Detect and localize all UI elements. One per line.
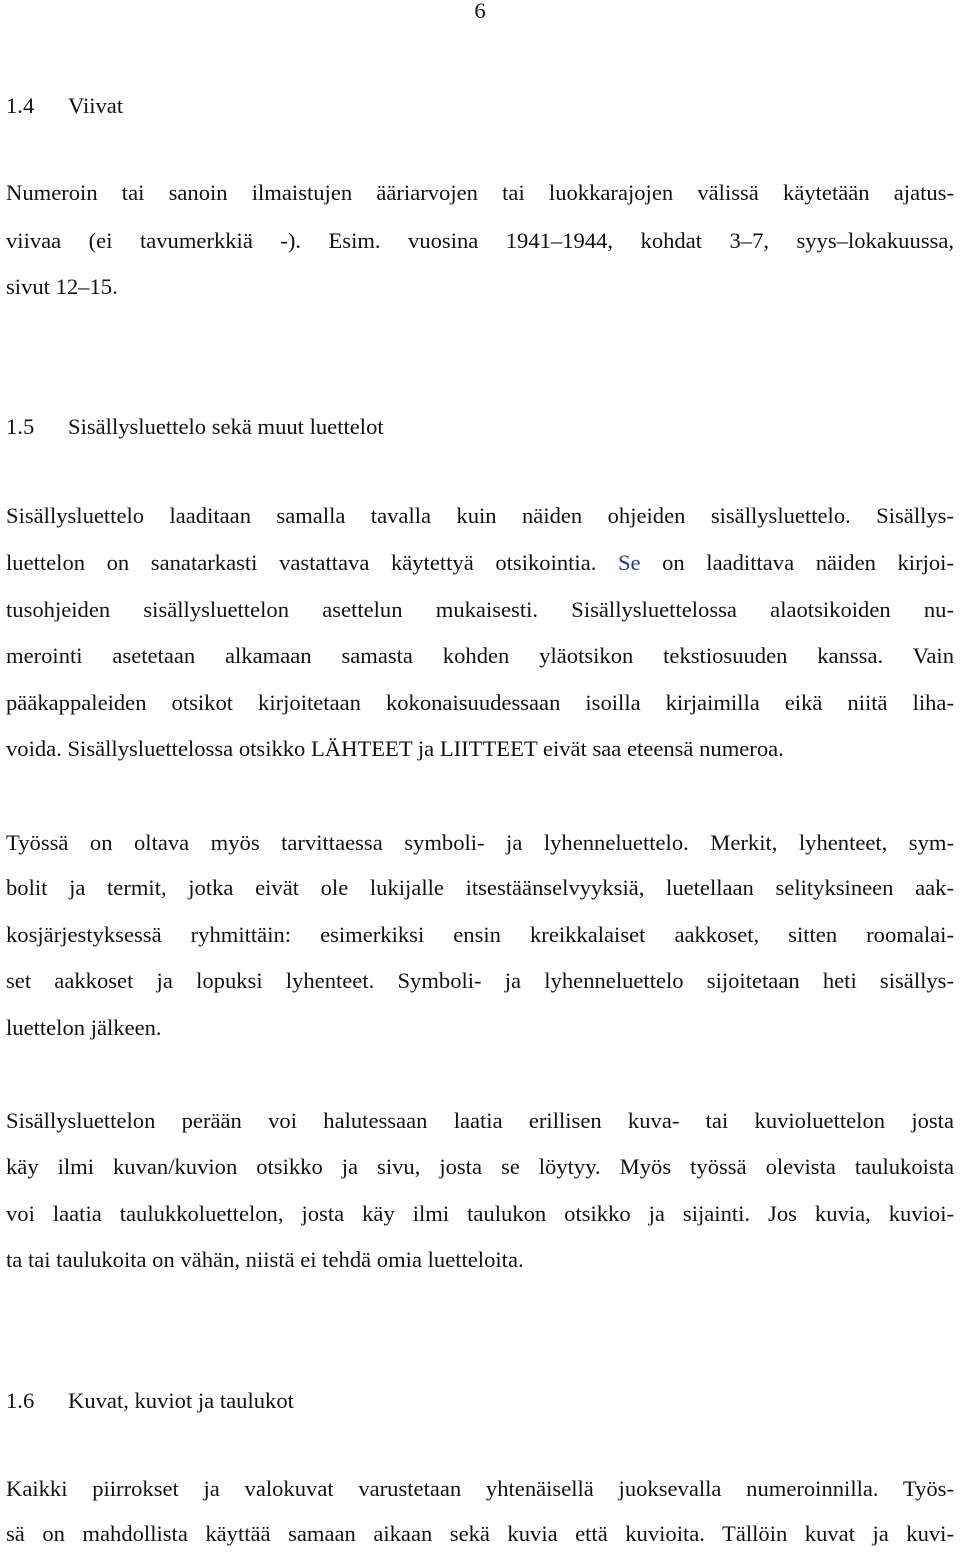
section-heading-1-4 — [6, 91, 123, 121]
section-heading-1-5 — [6, 412, 384, 442]
paragraph-line: käy ilmi kuvan/kuvion otsikko ja sivu, josta se löytyy. Myös työssä olevista taulukoista — [6, 1154, 954, 1179]
paragraph-line: merointi asetetaan alkamaan samasta kohden yläotsikon tekstiosuuden kanssa. Vain — [6, 643, 954, 668]
paragraph-line: bolit ja termit, jotka eivät ole lukijalle itsestäänselvyyksiä, luetellaan selityksineen aak- — [6, 875, 954, 900]
section-heading-1-6 — [6, 1386, 294, 1416]
paragraph-line: ta tai taulukoita on vähän, niistä ei tehdä omia luetteloita. — [6, 1247, 524, 1272]
highlighted-word: Se — [617, 550, 641, 575]
line-text: luettelon on sanatarkasti vastattava käytettyä otsikointia. — [6, 550, 597, 575]
paragraph-line: Sisällysluettelon perään voi halutessaan laatia erillisen kuva- tai kuvioluettelon josta — [6, 1108, 954, 1133]
paragraph-line: Numeroin tai sanoin ilmaistujen ääriarvojen tai luokkarajojen välissä käytetään ajatus- — [6, 180, 954, 205]
section-number: 1.4 — [6, 93, 35, 118]
paragraph-line: sivut 12–15. — [6, 274, 118, 299]
page-number: 6 — [474, 0, 486, 23]
paragraph-line: Työssä on oltava myös tarvittaessa symboli- ja lyhenneluettelo. Merkit, lyhenteet, sym- — [6, 830, 954, 855]
section-title: Viivat — [68, 93, 124, 118]
paragraph-line: set aakkoset ja lopuksi lyhenteet. Symboli- ja lyhenneluettelo sijoitetaan heti sisällys- — [6, 968, 954, 993]
paragraph-line: viivaa (ei tavumerkkiä -). Esim. vuosina 1941–1944, kohdat 3–7, syys–lokakuussa, — [6, 228, 954, 253]
paragraph-line: voida. Sisällysluettelossa otsikko LÄHTEET ja LIITTEET eivät saa eteensä numeroa. — [6, 736, 784, 761]
section-number: 1.5 — [6, 414, 35, 439]
paragraph-line: Kaikki piirrokset ja valokuvat varustetaan yhtenäisellä juoksevalla numeroinnilla. Työs- — [6, 1476, 954, 1501]
line-text: on laadittava näiden kirjoi- — [662, 550, 954, 575]
paragraph-line: luettelon jälkeen. — [6, 1015, 162, 1040]
paragraph-line: Sisällysluettelo laaditaan samalla tavalla kuin näiden ohjeiden sisällysluettelo. Sisällys- — [6, 503, 954, 528]
paragraph-line: tusohjeiden sisällysluettelon asettelun mukaisesti. Sisällysluettelossa alaotsikoiden nu- — [6, 597, 954, 622]
paragraph-line — [6, 548, 954, 578]
section-title: Sisällysluettelo sekä muut luettelot — [68, 414, 384, 439]
paragraph-line: pääkappaleiden otsikot kirjoitetaan kokonaisuudessaan isoilla kirjaimilla eikä niitä liha- — [6, 690, 954, 715]
paragraph-line: kosjärjestyksessä ryhmittäin: esimerkiksi ensin kreikkalaiset aakkoset, sitten roomalai- — [6, 922, 954, 947]
paragraph-line: sä on mahdollista käyttää samaan aikaan sekä kuvia että kuvioita. Tällöin kuvat ja kuvi- — [6, 1521, 954, 1546]
section-number: 1.6 — [6, 1388, 35, 1413]
section-title: Kuvat, kuviot ja taulukot — [68, 1388, 294, 1413]
paragraph-line: voi laatia taulukkoluettelon, josta käy ilmi taulukon otsikko ja sijainti. Jos kuvia, kuvioi- — [6, 1201, 954, 1226]
